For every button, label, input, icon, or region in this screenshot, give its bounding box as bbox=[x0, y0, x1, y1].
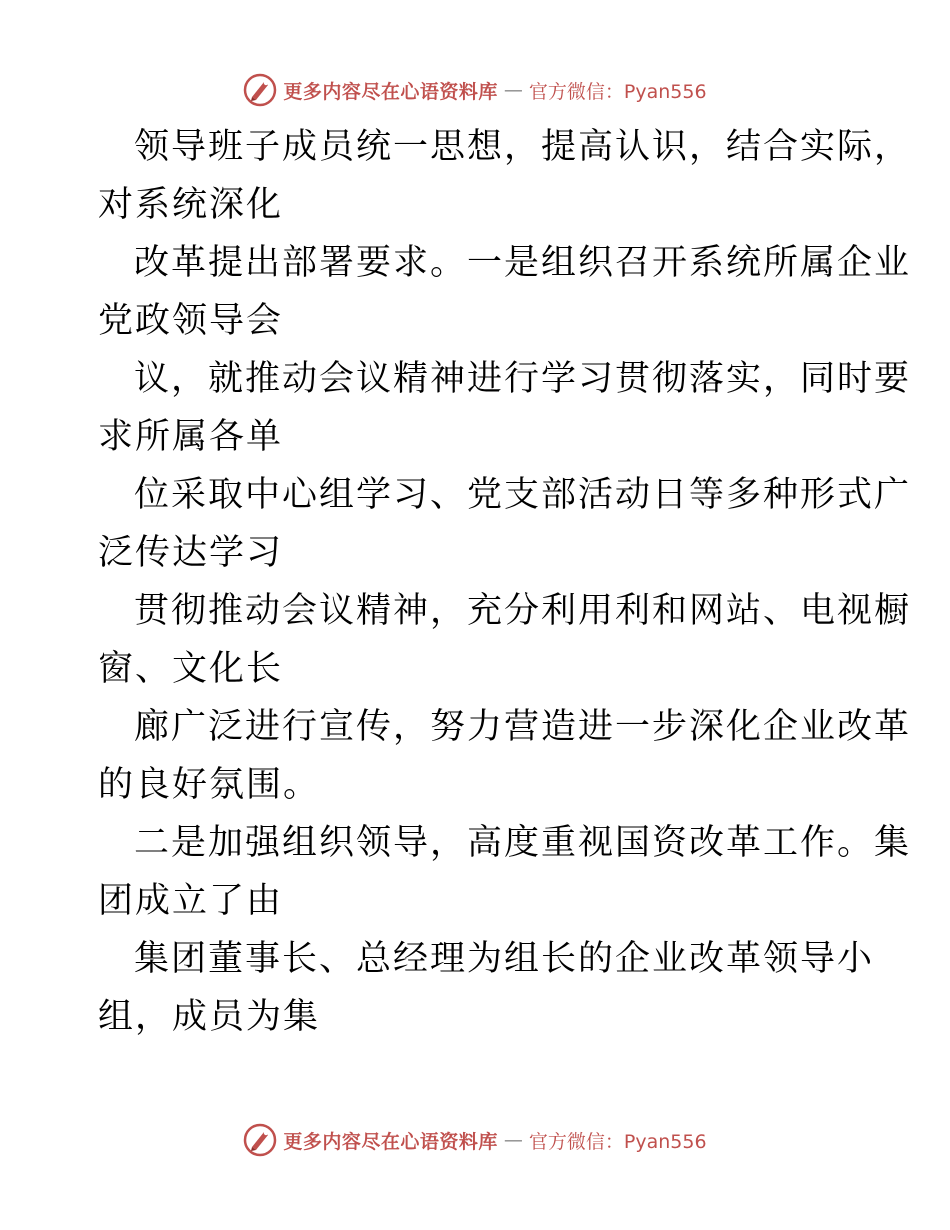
pen-logo-icon bbox=[243, 1123, 277, 1157]
banner-wechat-text: 官方微信：Pyan556 bbox=[528, 1130, 707, 1153]
footer-banner bbox=[0, 1120, 950, 1160]
body-line: 窗、文化长 bbox=[98, 649, 284, 689]
body-line: 团成立了由 bbox=[98, 881, 284, 921]
body-line: 领导班子成员统一思想，提高认识，结合实际， bbox=[134, 127, 912, 167]
banner-site-text: 更多内容尽在心语资料库 bbox=[283, 1130, 498, 1153]
pen-logo-icon bbox=[243, 73, 277, 107]
body-line: 组，成员为集 bbox=[98, 997, 321, 1037]
banner-separator: — bbox=[503, 1129, 523, 1151]
body-line: 议，就推动会议精神进行学习贯彻落实，同时要 bbox=[134, 359, 912, 399]
banner-wechat-text: 官方微信：Pyan556 bbox=[528, 80, 707, 103]
body-line: 求所属各单 bbox=[98, 417, 284, 457]
body-line: 党政领导会 bbox=[98, 301, 284, 341]
body-line: 对系统深化 bbox=[98, 185, 284, 225]
body-line: 贯彻推动会议精神，充分利用利和网站、电视橱 bbox=[134, 591, 912, 631]
body-line: 泛传达学习 bbox=[98, 533, 284, 573]
body-line: 的良好氛围。 bbox=[98, 765, 321, 805]
body-line: 集团董事长、总经理为组长的企业改革领导小 bbox=[134, 939, 875, 979]
body-line: 二是加强组织领导，高度重视国资改革工作。集 bbox=[134, 823, 912, 863]
body-line: 改革提出部署要求。一是组织召开系统所属企业 bbox=[134, 243, 912, 283]
body-line: 位采取中心组学习、党支部活动日等多种形式广 bbox=[134, 475, 912, 515]
banner-separator: — bbox=[503, 79, 523, 101]
header-banner bbox=[0, 70, 950, 110]
banner-site-text: 更多内容尽在心语资料库 bbox=[283, 80, 498, 103]
body-line: 廊广泛进行宣传，努力营造进一步深化企业改革 bbox=[134, 707, 912, 747]
document-body bbox=[98, 118, 912, 1046]
